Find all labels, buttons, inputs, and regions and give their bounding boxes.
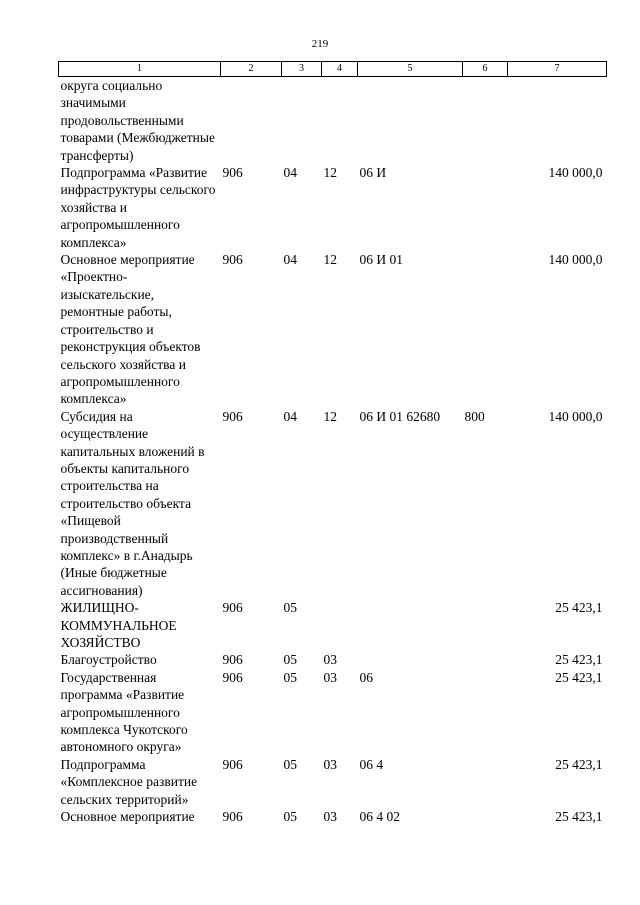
row-target: 06 И [359, 165, 387, 181]
row-ministry: 906 [222, 600, 243, 616]
row-subsection: 03 [323, 669, 337, 685]
table-row [59, 599, 607, 651]
row-name: округа социально значимыми продовольственными товарами (Межбюджетные трансферты) [60, 78, 215, 163]
row-section [282, 77, 322, 165]
row-name: Благоустройство [60, 652, 157, 668]
header-col-6: 6 [463, 62, 508, 77]
row-target: 06 4 [359, 756, 384, 772]
row-expense-type [463, 251, 508, 408]
row-section: 05 [283, 652, 297, 668]
row-target: 06 И 01 62680 [359, 408, 441, 424]
row-name: Основное мероприятие «Проектно-изыскательские, ремонтные работы, строительство и реконструкция объектов сельского хозяйства и агропромышленного комплекса» [60, 252, 201, 407]
row-expense-type: 800 [464, 408, 485, 424]
row-amount: 25 423,1 [555, 600, 603, 616]
table-header [59, 62, 607, 77]
row-ministry [221, 77, 282, 165]
row-expense-type [463, 599, 508, 651]
table-row [59, 669, 607, 756]
row-section: 05 [283, 669, 297, 685]
row-target: 06 4 02 [359, 809, 400, 825]
row-amount [508, 77, 607, 165]
table-row [59, 408, 607, 599]
row-subsection: 03 [323, 756, 337, 772]
header-col-2: 2 [221, 62, 282, 77]
row-target [358, 651, 463, 668]
row-target: 06 И 01 [359, 252, 403, 268]
row-target: 06 [359, 669, 373, 685]
row-amount: 25 423,1 [555, 756, 603, 772]
row-name: Подпрограмма «Комплексное развитие сельских территорий» [60, 756, 198, 807]
row-ministry: 906 [222, 165, 243, 181]
table-row [59, 251, 607, 408]
header-col-1: 1 [59, 62, 221, 77]
row-section: 05 [283, 600, 297, 616]
row-subsection: 12 [323, 252, 337, 268]
table-row [59, 756, 607, 808]
row-expense-type [463, 756, 508, 808]
row-subsection: 03 [323, 652, 337, 668]
row-ministry: 906 [222, 809, 243, 825]
header-row [59, 62, 607, 77]
row-section: 05 [283, 809, 297, 825]
row-expense-type [463, 669, 508, 756]
row-ministry: 906 [222, 408, 243, 424]
row-ministry: 906 [222, 669, 243, 685]
header-col-3: 3 [282, 62, 322, 77]
table-row [59, 164, 607, 251]
table-row [59, 651, 607, 668]
row-name: Субсидия на осуществление капитальных вложений в объекты капитального строительства на строительство объекта «Пищевой производственный комплекс» в г.Анадырь (Иные бюджетные ассигнования) [60, 408, 205, 598]
row-target [358, 599, 463, 651]
row-name: Подпрограмма «Развитие инфраструктуры сельского хозяйства и агропромышленного комплекса» [60, 165, 216, 250]
row-amount: 25 423,1 [555, 809, 603, 825]
row-expense-type [463, 77, 508, 165]
table-row [59, 808, 607, 825]
row-amount: 25 423,1 [555, 669, 603, 685]
row-subsection: 12 [323, 165, 337, 181]
row-name: Основное мероприятие [60, 809, 195, 825]
header-col-7: 7 [508, 62, 607, 77]
row-expense-type [463, 164, 508, 251]
row-name: Государственная программа «Развитие агропромышленного комплекса Чукотского автономного округа» [60, 669, 188, 755]
row-amount: 140 000,0 [548, 165, 603, 181]
row-name: ЖИЛИЩНО-КОММУНАЛЬНОЕ ХОЗЯЙСТВО [60, 600, 177, 650]
page-number: 219 [311, 38, 329, 50]
row-target [358, 77, 463, 165]
header-col-4: 4 [322, 62, 358, 77]
row-expense-type [463, 808, 508, 825]
row-section: 04 [283, 408, 297, 424]
row-ministry: 906 [222, 252, 243, 268]
row-subsection: 12 [323, 408, 337, 424]
row-section: 04 [283, 252, 297, 268]
row-ministry: 906 [222, 652, 243, 668]
row-amount: 140 000,0 [548, 252, 603, 268]
row-ministry: 906 [222, 756, 243, 772]
row-amount: 25 423,1 [555, 652, 603, 668]
table-body [59, 77, 607, 826]
row-expense-type [463, 651, 508, 668]
table-row [59, 77, 607, 165]
header-col-5: 5 [358, 62, 463, 77]
row-section: 04 [283, 165, 297, 181]
row-amount: 140 000,0 [548, 408, 603, 424]
row-subsection: 03 [323, 809, 337, 825]
row-section: 05 [283, 756, 297, 772]
row-subsection [322, 77, 358, 165]
budget-table [58, 61, 607, 825]
row-subsection [322, 599, 358, 651]
